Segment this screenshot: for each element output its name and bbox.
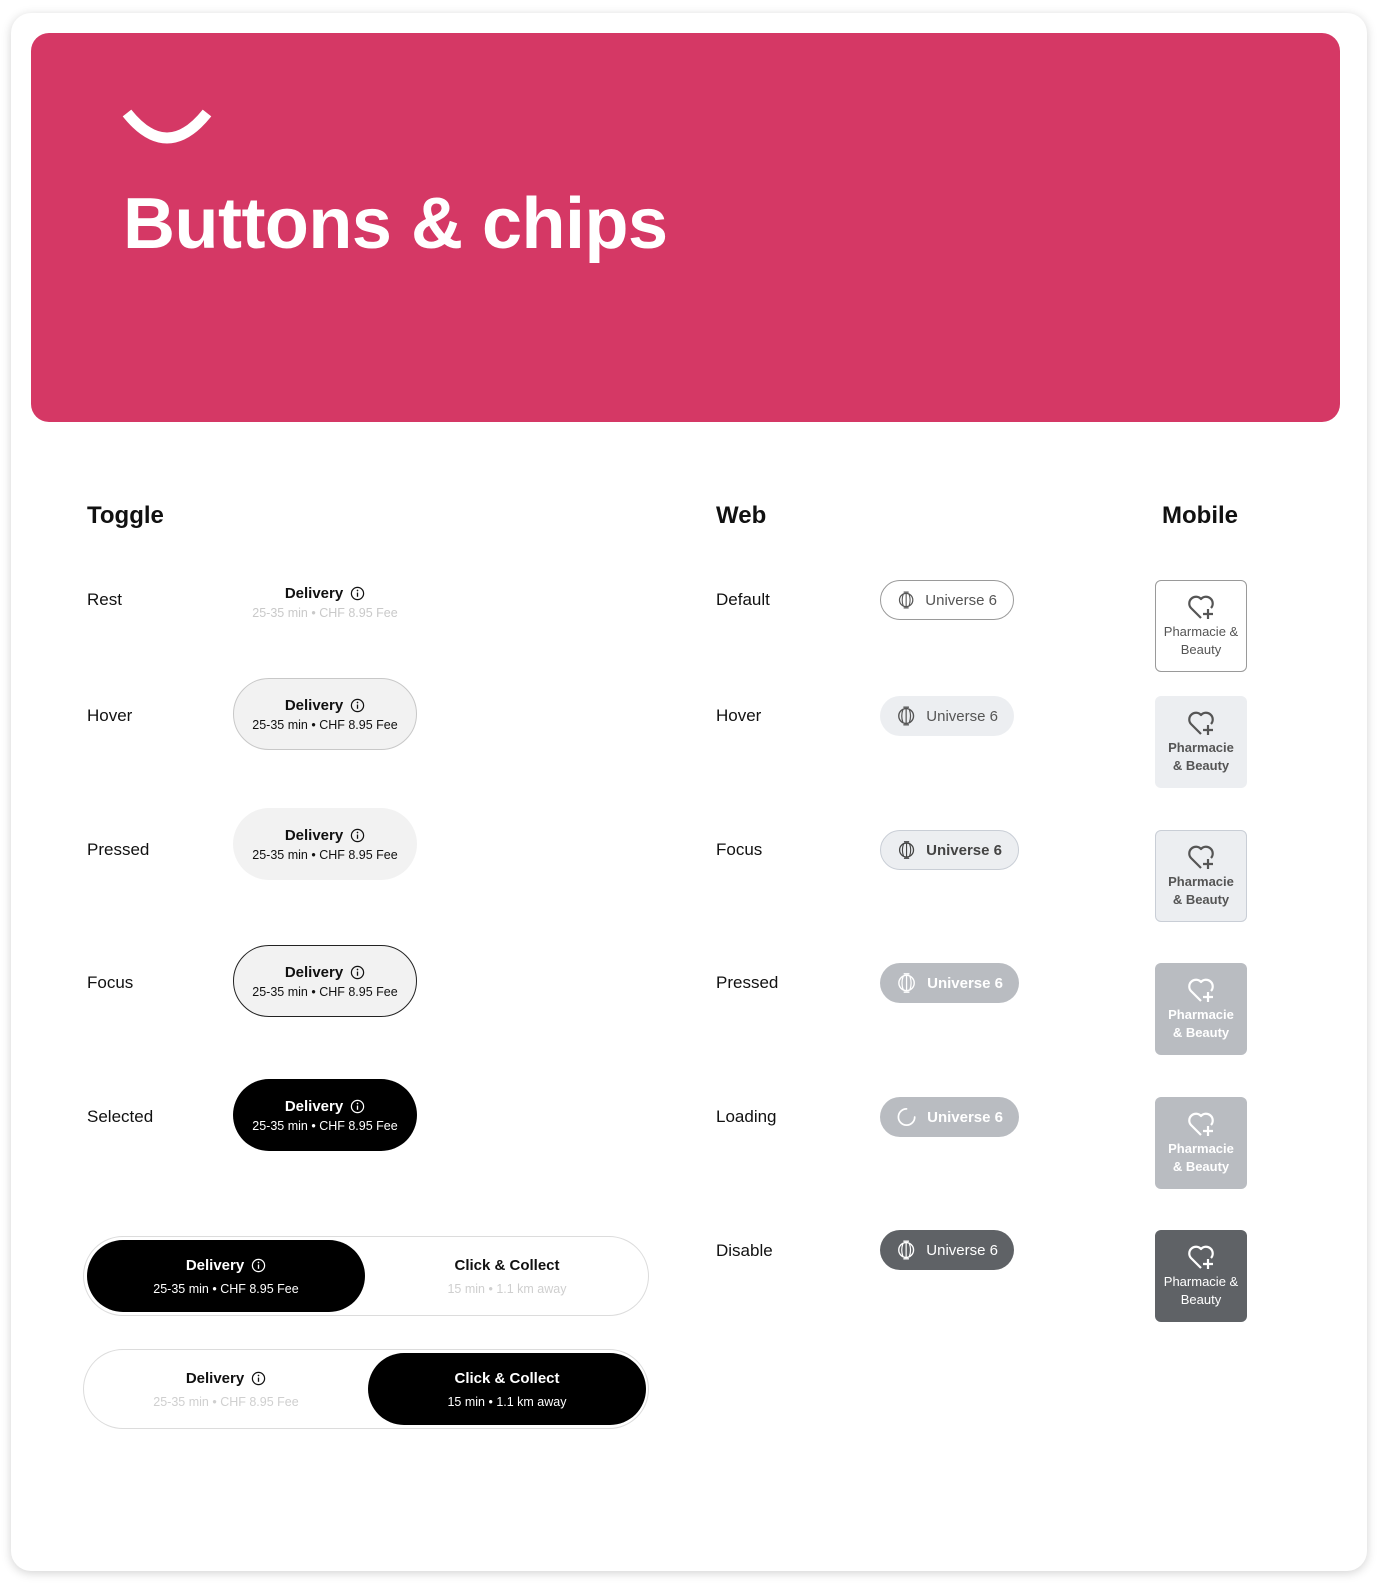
web-section-title: Web xyxy=(716,502,767,529)
toggle-section-title: Toggle xyxy=(87,502,164,529)
heart-plus-icon xyxy=(1186,709,1216,737)
toggle-state-label-hover: Hover xyxy=(87,706,133,725)
toggle-state-label-rest: Rest xyxy=(87,590,122,609)
segment-click-collect[interactable] xyxy=(368,1353,646,1425)
segment-click-collect-label: Click & Collect xyxy=(454,1369,560,1387)
web-state-label-pressed: Pressed xyxy=(716,973,779,992)
segment-delivery-label: Delivery xyxy=(185,1256,245,1274)
delivery-label: Delivery xyxy=(284,1097,344,1115)
universe-chip-label: Universe 6 xyxy=(926,841,1002,859)
tile-label-line2: & Beauty xyxy=(1172,758,1230,773)
info-icon xyxy=(350,586,365,601)
segment-delivery[interactable] xyxy=(87,1353,365,1425)
universe-chip-disabled xyxy=(880,1230,1014,1270)
lantern-icon xyxy=(896,972,917,994)
universe-chip-focus[interactable] xyxy=(880,830,1019,870)
web-state-label-disable: Disable xyxy=(716,1241,773,1260)
pharmacie-tile-hover[interactable] xyxy=(1155,696,1247,788)
segment-click-collect[interactable] xyxy=(368,1240,646,1312)
universe-chip-loading[interactable] xyxy=(880,1097,1019,1137)
delivery-meta: 25-35 min • CHF 8.95 Fee xyxy=(252,847,398,862)
segment-click-collect-meta: 15 min • 1.1 km away xyxy=(447,1394,567,1409)
lantern-icon xyxy=(896,1239,916,1261)
delivery-meta: 25-35 min • CHF 8.95 Fee xyxy=(252,605,398,620)
toggle-state-label-pressed: Pressed xyxy=(87,840,150,859)
segment-delivery-meta: 25-35 min • CHF 8.95 Fee xyxy=(153,1394,299,1409)
delivery-label: Delivery xyxy=(284,696,344,714)
info-icon xyxy=(350,1099,365,1114)
heart-plus-icon xyxy=(1186,843,1216,871)
web-state-label-loading: Loading xyxy=(716,1107,777,1126)
delivery-toggle-hover[interactable] xyxy=(233,678,417,750)
tile-label-line2: & Beauty xyxy=(1172,1025,1230,1040)
heart-plus-icon xyxy=(1186,976,1216,1004)
tile-label-line1: Pharmacie xyxy=(1168,1007,1234,1022)
tile-label-line1: Pharmacie xyxy=(1168,740,1234,755)
pharmacie-tile-default[interactable] xyxy=(1155,580,1247,672)
universe-chip-default[interactable] xyxy=(880,580,1014,620)
delivery-collect-toggle-collect-selected xyxy=(83,1349,649,1429)
info-icon xyxy=(350,698,365,713)
universe-chip-label: Universe 6 xyxy=(925,591,997,609)
universe-chip-label: Universe 6 xyxy=(926,707,998,725)
pharmacie-tile-focus[interactable] xyxy=(1155,830,1247,922)
delivery-toggle-rest[interactable] xyxy=(233,566,417,638)
info-icon xyxy=(350,965,365,980)
tile-label-line2: & Beauty xyxy=(1172,892,1230,907)
delivery-meta: 25-35 min • CHF 8.95 Fee xyxy=(252,1118,398,1133)
pharmacie-tile-loading[interactable] xyxy=(1155,1097,1247,1189)
universe-chip-pressed[interactable] xyxy=(880,963,1019,1003)
info-icon xyxy=(350,828,365,843)
tile-label-line1: Pharmacie & xyxy=(1163,1274,1239,1289)
tile-label-line2: & Beauty xyxy=(1172,1159,1230,1174)
segment-delivery-label: Delivery xyxy=(185,1369,245,1387)
lantern-icon xyxy=(897,839,916,861)
hero-banner xyxy=(31,33,1340,422)
toggle-state-label-focus: Focus xyxy=(87,973,134,992)
page-title: Buttons & chips xyxy=(123,184,668,264)
tile-label-line1: Pharmacie xyxy=(1168,874,1234,889)
segment-click-collect-meta: 15 min • 1.1 km away xyxy=(447,1281,567,1296)
web-state-label-hover: Hover xyxy=(716,706,762,725)
web-state-label-focus: Focus xyxy=(716,840,763,859)
pharmacie-tile-disabled xyxy=(1155,1230,1247,1322)
pharmacie-tile-pressed[interactable] xyxy=(1155,963,1247,1055)
tile-label-line2: Beauty xyxy=(1180,1292,1222,1307)
mobile-section-title: Mobile xyxy=(1162,502,1238,529)
segment-delivery[interactable] xyxy=(87,1240,365,1312)
smile-logo-icon xyxy=(121,105,213,147)
delivery-meta: 25-35 min • CHF 8.95 Fee xyxy=(252,717,398,732)
delivery-toggle-selected[interactable] xyxy=(233,1079,417,1151)
web-state-label-default: Default xyxy=(716,590,770,609)
delivery-toggle-pressed[interactable] xyxy=(233,808,417,880)
delivery-label: Delivery xyxy=(284,584,344,602)
delivery-label: Delivery xyxy=(284,963,344,981)
heart-plus-icon xyxy=(1186,1243,1216,1271)
delivery-collect-toggle-delivery-selected xyxy=(83,1236,649,1316)
tile-label-line2: Beauty xyxy=(1180,642,1222,657)
delivery-meta: 25-35 min • CHF 8.95 Fee xyxy=(252,984,398,999)
universe-chip-label: Universe 6 xyxy=(927,974,1003,992)
universe-chip-label: Universe 6 xyxy=(926,1241,998,1259)
tile-label-line1: Pharmacie & xyxy=(1163,624,1239,639)
heart-plus-icon xyxy=(1186,1110,1216,1138)
lantern-icon xyxy=(896,705,916,727)
delivery-toggle-focus[interactable] xyxy=(233,945,417,1017)
delivery-label: Delivery xyxy=(284,826,344,844)
toggle-state-label-selected: Selected xyxy=(87,1107,154,1126)
universe-chip-label: Universe 6 xyxy=(927,1108,1003,1126)
heart-plus-icon xyxy=(1186,593,1216,621)
info-icon xyxy=(251,1371,266,1386)
loading-spinner-icon xyxy=(896,1106,917,1128)
universe-chip-hover[interactable] xyxy=(880,696,1014,736)
info-icon xyxy=(251,1258,266,1273)
lantern-icon xyxy=(897,589,915,611)
tile-label-line1: Pharmacie xyxy=(1168,1141,1234,1156)
segment-delivery-meta: 25-35 min • CHF 8.95 Fee xyxy=(153,1281,299,1296)
segment-click-collect-label: Click & Collect xyxy=(454,1256,560,1274)
